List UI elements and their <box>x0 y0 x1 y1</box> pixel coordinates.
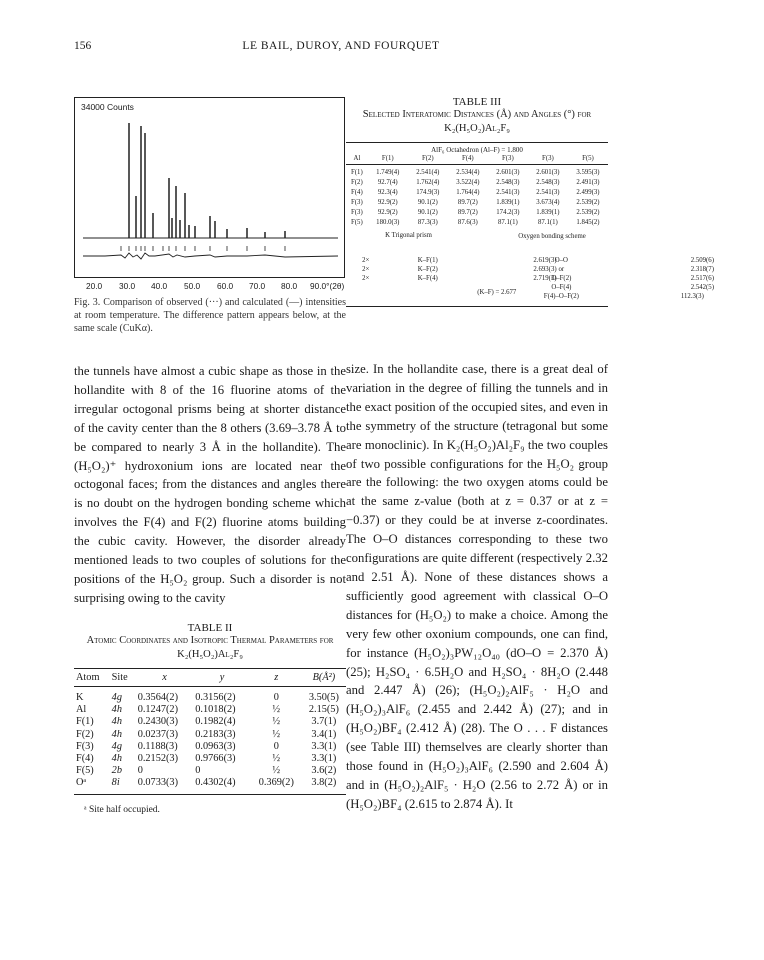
table-2-footnote: ᵃ Site half occupied. <box>84 804 160 815</box>
table-cell: F(2) <box>76 728 94 740</box>
table-2-title: TABLE II <box>187 622 233 634</box>
table-2-rule <box>74 794 346 795</box>
table-row <box>74 753 346 765</box>
table-cell: F(5) <box>76 765 94 777</box>
body-text-right <box>346 360 608 814</box>
table-3-subtitle: Selected Interatomic Distances (Å) and Angles (°) for K₂(H₅O₂)Al₂F₉ <box>362 109 592 134</box>
table-row <box>502 265 764 274</box>
table-row <box>74 729 346 741</box>
oxygen-header: Oxygen bonding scheme <box>518 233 586 240</box>
table-cell: 2.619(3) <box>533 257 557 264</box>
coordinates-table <box>74 668 346 790</box>
table-cell: O–F(4) <box>551 284 572 291</box>
table-row <box>502 283 764 292</box>
table-cell: 3.50(5) <box>308 692 339 703</box>
table-header-row <box>74 669 346 687</box>
table-cell: F(4) <box>76 753 94 765</box>
table-cell: 3.7(1) <box>311 716 337 728</box>
table-cell: 92.7(4) <box>377 179 398 186</box>
table-cell: 2.318(7) <box>690 266 714 273</box>
table-cell: F(2) <box>351 179 363 186</box>
table-cell: 2× <box>362 266 370 273</box>
table-cell: 0.1982(4) <box>195 716 236 728</box>
table-cell: 4h <box>111 704 122 716</box>
octahedron-header: AlF₆ Octahedron (Al–F) = 1.800 <box>431 146 523 154</box>
table-cell: 3.3(1) <box>311 753 337 765</box>
column-header: F(3) <box>502 155 514 162</box>
octahedron-block <box>346 142 714 307</box>
table-row <box>346 218 608 228</box>
table-cell: or <box>558 266 565 273</box>
table-cell: 0.369(2) <box>258 777 294 789</box>
table-cell: 2.548(3) <box>536 179 560 186</box>
table-cell: F(4)–O–F(2) <box>543 293 579 300</box>
table-row <box>346 178 608 188</box>
table-2 <box>74 622 346 815</box>
table-cell: 2.548(3) <box>496 179 520 186</box>
table-row <box>74 704 346 716</box>
x-tick-label: 30.0 <box>119 281 136 291</box>
table-cell: 4g <box>111 692 122 703</box>
table-cell: 0.9766(3) <box>195 753 236 765</box>
table-cell: 0 <box>273 692 279 703</box>
column-header: Site <box>110 669 136 687</box>
x-tick-label: 70.0 <box>249 281 266 291</box>
octahedron-table <box>346 154 608 228</box>
table-row <box>346 188 608 198</box>
table-cell: 0 <box>137 765 143 777</box>
oxygen-table <box>502 256 764 301</box>
table-cell: 2.541(3) <box>536 189 560 196</box>
table-cell: Oᵃ <box>76 777 87 789</box>
figure-caption: Fig. 3. Comparison of observed (···) and calculated (—) intensities at room temperature. The difference pattern appears below, at the same scale (CuKα). <box>74 297 346 334</box>
table-cell: 1.839(1) <box>536 209 560 216</box>
table-cell: 2.517(6) <box>690 275 714 282</box>
table-cell: 3.8(2) <box>311 777 337 789</box>
table-3-title: TABLE III <box>452 96 502 108</box>
table-cell: 174.2(3) <box>496 209 520 216</box>
page-number: 156 <box>74 40 92 52</box>
table-cell: 3.4(1) <box>311 728 337 740</box>
column-header: x <box>136 669 194 687</box>
table-cell: 92.3(4) <box>377 189 398 196</box>
table-cell: K–F(4) <box>417 275 438 282</box>
table-cell: 90.1(2) <box>417 209 438 216</box>
table-cell: 4g <box>111 740 122 752</box>
table-cell: 0.0963(3) <box>195 740 236 752</box>
table-cell: 3.595(3) <box>576 169 600 176</box>
table-cell: 0.2183(3) <box>195 728 236 740</box>
table-row <box>502 292 764 301</box>
table-cell: 89.7(2) <box>457 199 478 206</box>
table-row <box>346 198 608 208</box>
table-cell: 2.539(2) <box>576 199 600 206</box>
column-header: F(2) <box>421 155 434 162</box>
table-header-row <box>346 154 608 165</box>
table-cell: 0.2152(3) <box>137 753 179 765</box>
x-tick-label: 40.0 <box>151 281 168 291</box>
table-cell: 0 <box>273 740 279 752</box>
table-cell: 2.601(3) <box>496 169 520 176</box>
table-cell: 0.2430(3) <box>137 716 179 728</box>
table-cell: 3.3(1) <box>311 740 337 752</box>
table-cell: F(4) <box>351 189 363 196</box>
table-row <box>346 168 608 178</box>
table-cell: 174.9(3) <box>416 189 440 196</box>
column-header: Al <box>353 155 361 162</box>
table-cell: 2× <box>362 257 370 264</box>
table-2-subtitle: Atomic Coordinates and Isotropic Thermal Parameters for K₂(H₅O₂)Al₂F₉ <box>86 635 334 660</box>
table-cell: 1.764(4) <box>456 189 480 196</box>
table-cell: 2.542(5) <box>690 284 714 291</box>
x-tick-label: 60.0 <box>217 281 234 291</box>
table-cell: 0.1018(2) <box>195 704 236 716</box>
table-cell: 180.0(3) <box>376 219 400 226</box>
table-cell: 2.541(4) <box>416 169 440 176</box>
x-tick-label: 80.0 <box>281 281 298 291</box>
table-row <box>502 274 764 283</box>
table-3 <box>346 96 714 307</box>
table-cell: K–F(1) <box>417 257 438 264</box>
table-cell: K <box>76 692 84 703</box>
table-cell: 92.9(2) <box>377 209 398 216</box>
table-cell: 2× <box>362 275 370 282</box>
table-cell: ½ <box>272 753 281 765</box>
table-cell: 8i <box>111 777 120 789</box>
table-cell: F(1) <box>351 169 363 176</box>
table-cell: ½ <box>272 704 281 716</box>
table-cell: O–O <box>554 257 568 264</box>
table-cell: 4h <box>111 753 122 765</box>
diffraction-plot <box>75 98 346 279</box>
table-cell: 0.0237(3) <box>137 728 179 740</box>
table-cell: 2.693(3) <box>533 266 557 273</box>
table-cell: 3.522(4) <box>456 179 480 186</box>
powder-diffraction-figure <box>74 97 345 278</box>
running-title: LE BAIL, DUROY, AND FOURQUET <box>242 40 440 52</box>
table-row <box>74 765 346 777</box>
table-cell: ½ <box>272 728 281 740</box>
prism-header: K Trigonal prism <box>385 232 432 239</box>
table-cell: 0.3156(2) <box>195 692 236 703</box>
table-cell: 1.749(4) <box>376 169 400 176</box>
table-cell: 2.719(3) <box>533 275 557 282</box>
column-header: Atom <box>74 669 110 687</box>
table-cell: 2.539(2) <box>576 209 600 216</box>
column-header: F(5) <box>582 155 594 162</box>
table-cell: 0.4302(4) <box>195 777 236 789</box>
body-text-left <box>74 362 346 608</box>
table-cell: 87.1(1) <box>537 219 558 226</box>
counts-label: 34000 Counts <box>81 102 134 112</box>
column-header: B(Å²) <box>302 669 346 687</box>
table-cell: ½ <box>272 716 281 728</box>
table-cell: 2.541(3) <box>496 189 520 196</box>
column-header: z <box>251 669 302 687</box>
table-cell: 2.509(6) <box>690 257 714 264</box>
table-cell: 2.601(3) <box>536 169 560 176</box>
column-header: y <box>193 669 251 687</box>
table-cell: 3.673(4) <box>536 199 560 206</box>
table-cell: ½ <box>272 765 281 777</box>
table-cell: 2.491(3) <box>576 179 600 186</box>
table-cell: 2.534(4) <box>456 169 480 176</box>
x-tick-label: 50.0 <box>184 281 201 291</box>
paragraph: size. In the hollandite case, there is a great deal of variation in the degree of filling the tunnels and in the exact position of the occupied sites, and even in the symmetry of the structure (tetragonal but some are monoclinic). In K₂(H₅O₂)Al₂F₉ the two couples of two possible configurations for the H₅O₂ group are the following: the two oxygen atoms could be at the same z-value (both at z = 0.37 or at z = −0.37) or they could be at inverse z-coordinates. The O–O distances corresponding to these two configurations are quite different (respectively 2.32 and 2.51 Å). None of these distances shows a sufficiently good agreement with classical O–O distances for (H₅O₂) to make a choice. Among the very few other oxonium compounds, one can find, for instance (H₅O₂)₃PW₁₂O₄₀ (dO–O = 2.370 Å) (25); H₂SO₄ · 6.5H₂O and H₂SO₄ · 8H₂O (2.448 and 2.447 Å) (26); (H₅O₂)₂AlF₅ · H₂O and (H₅O₂)₃AlF₆ (2.455 and 2.442 Å) (27); and in (H₅O₂)BF₄ (2.412 Å) (28). The O . . . F distances (see Table III) themselves are clearly shorter than those found in (H₅O₂)₃AlF₆ (2.590 and 2.604 Å) and in (H₅O₂)₂AlF₅ · H₂O (2.56 to 2.72 Å) or in (H₅O₂)BF₄ (2.615 to 2.874 Å). It <box>346 362 608 811</box>
table-cell: 4h <box>111 728 122 740</box>
table-cell: 112.3(3) <box>680 293 704 300</box>
table-cell: Al <box>76 704 87 716</box>
table-cell: 0.1188(3) <box>137 740 178 752</box>
table-cell: 0.1247(2) <box>137 704 179 716</box>
paragraph: the tunnels have almost a cubic shape as those in the hollandite with 8 of the 16 fluorine atoms of the irregular octogonal prisms being at shorter distance of the cavity center than the 8 others (3.69–3.78 Å to be compared to nearly 3 Å in the hollandite). The (H₅O₂)⁺ hydroxonium ions are located near the octogonal faces; from the distances and angles there is no doubt on the hydrogen bonding scheme which involves the F(4) and F(2) fluorine atoms building the cubic cavity. However, the disorder already mentioned leads to two couples of solutions for the positions of the H₅O₂ group. Such a disorder is not surprising owing to the cavity <box>74 364 346 605</box>
x-tick-label: 20.0 <box>86 281 103 291</box>
prism-and-oxygen-block <box>346 228 714 306</box>
x-tick-label: 90.0°(2θ) <box>310 281 345 291</box>
table-cell: 87.1(1) <box>497 219 518 226</box>
table-cell: 2.499(3) <box>576 189 600 196</box>
table-row <box>74 692 346 704</box>
column-header: F(1) <box>381 155 394 162</box>
column-header: F(3) <box>542 155 554 162</box>
table-cell: 90.1(2) <box>417 199 438 206</box>
table-row <box>74 741 346 753</box>
table-cell: F(3) <box>351 199 363 206</box>
table-cell: F(3) <box>76 740 94 752</box>
column-header: F(4) <box>461 155 474 162</box>
table-cell: 0.0733(3) <box>137 777 179 789</box>
table-cell: 1.845(2) <box>576 219 600 226</box>
table-cell: 2.15(5) <box>308 704 339 716</box>
table-cell: 2b <box>111 765 122 777</box>
table-cell: 87.6(3) <box>457 219 478 226</box>
table-row <box>346 208 608 218</box>
table-cell: 1.762(4) <box>416 179 440 186</box>
table-row <box>74 716 346 728</box>
reflection-markers <box>121 246 285 251</box>
prism-mean: (K–F) = 2.677 <box>477 289 517 296</box>
table-cell: 89.7(2) <box>457 209 478 216</box>
table-cell: F(3) <box>351 209 363 216</box>
table-cell: 4h <box>111 716 122 728</box>
table-cell: F(5) <box>351 219 363 226</box>
table-row <box>502 256 764 265</box>
table-row <box>74 777 346 789</box>
table-cell: 92.9(2) <box>377 199 398 206</box>
table-cell: K–F(2) <box>417 266 438 273</box>
table-cell: F(1) <box>76 716 94 728</box>
table-cell: 1.839(1) <box>496 199 520 206</box>
diffraction-peaks <box>129 123 285 238</box>
table-cell: O–F(2) <box>551 275 572 282</box>
table-cell: 87.3(3) <box>417 219 438 226</box>
table-cell: 0.3564(2) <box>137 692 179 703</box>
difference-curve <box>83 253 338 259</box>
table-cell: 3.6(2) <box>311 765 337 777</box>
table-cell: 0 <box>195 765 201 777</box>
